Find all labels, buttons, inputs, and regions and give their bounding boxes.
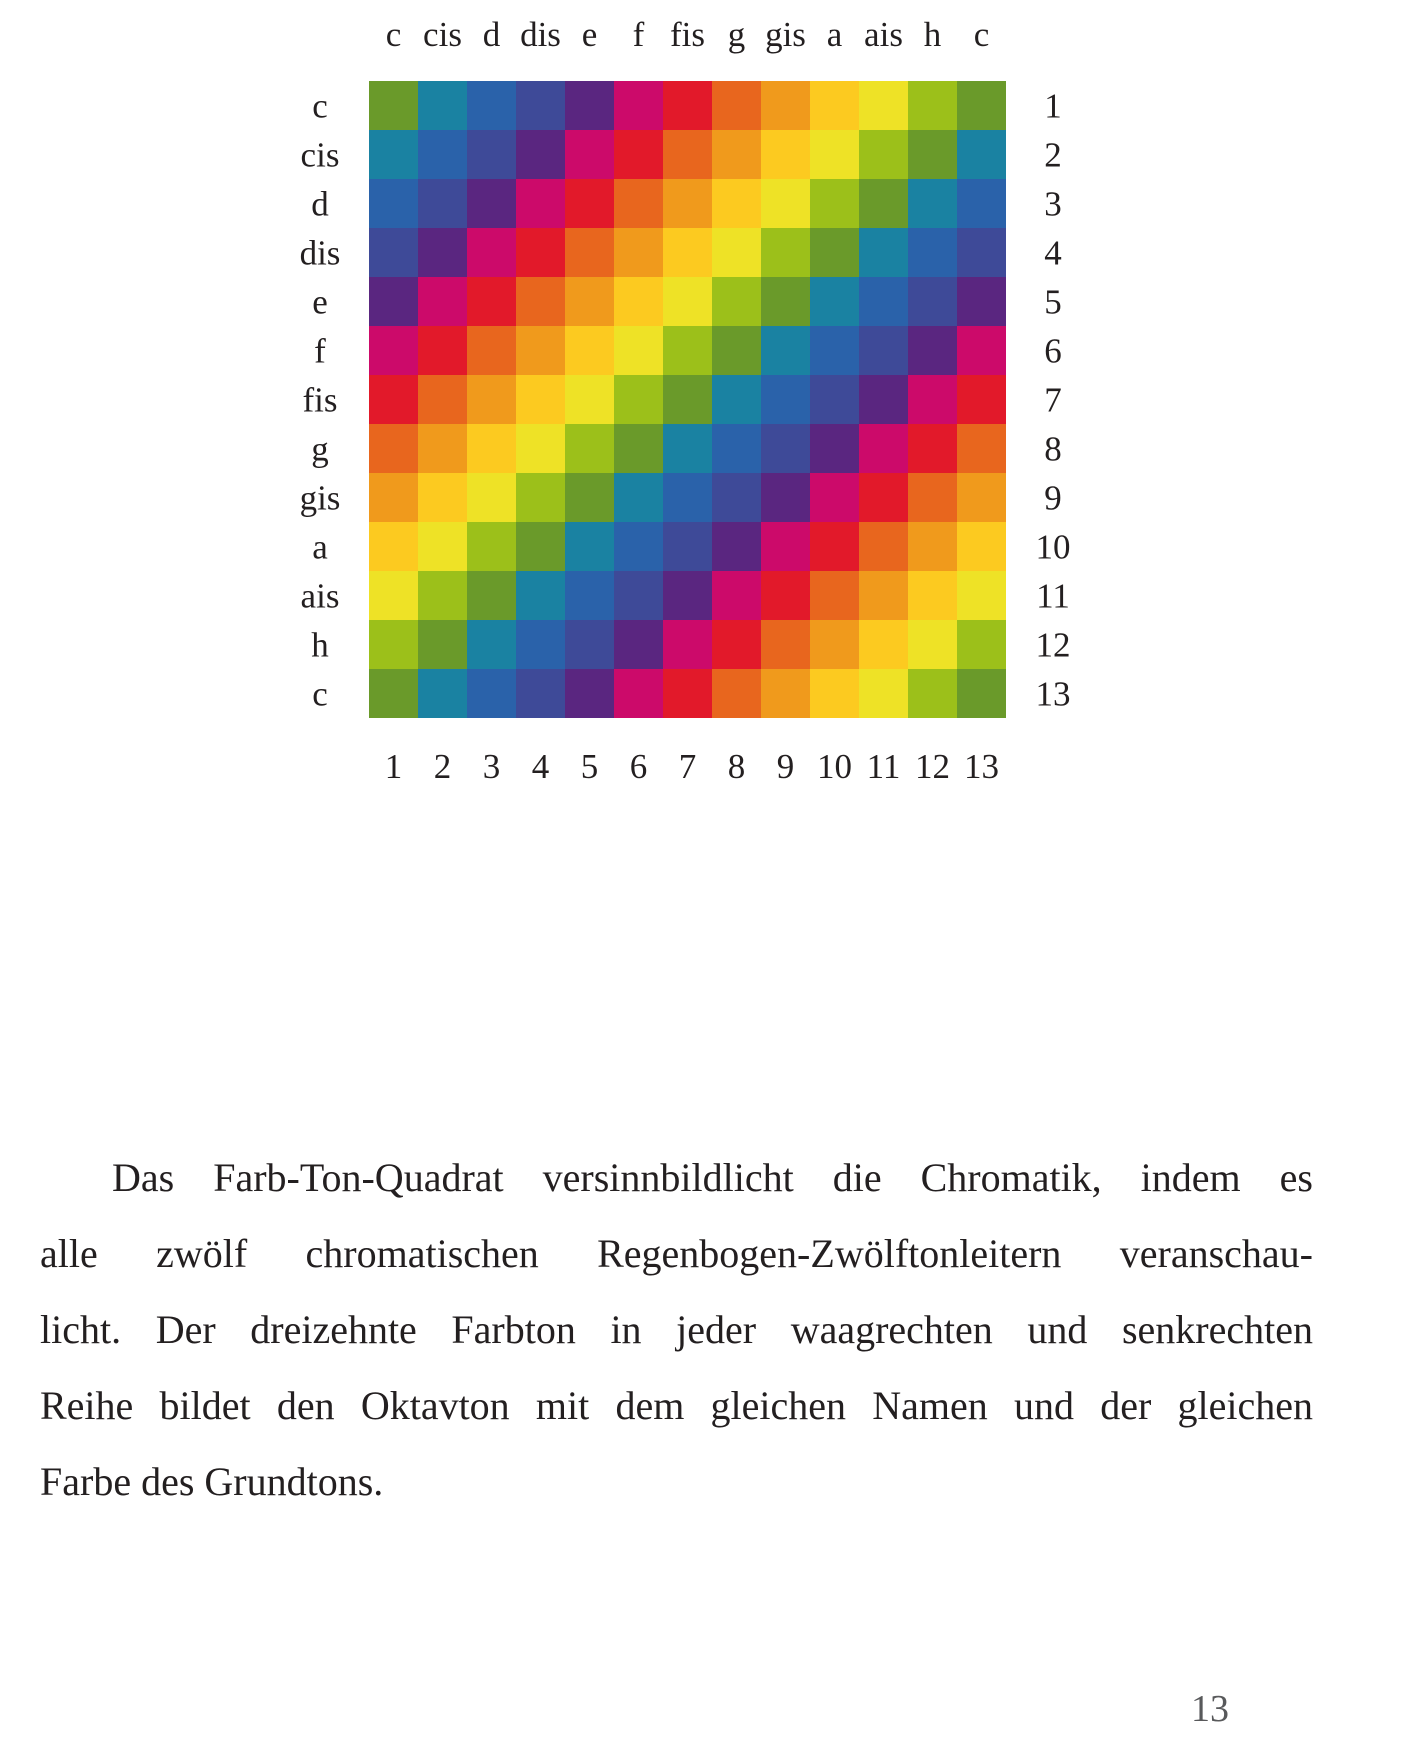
color-cell	[369, 571, 418, 620]
color-cell	[418, 424, 467, 473]
color-cell	[908, 473, 957, 522]
color-cell	[467, 620, 516, 669]
left-note-label: fis	[302, 380, 338, 419]
color-cell	[565, 375, 614, 424]
right-number-label: 7	[1044, 380, 1062, 419]
color-cell	[908, 522, 957, 571]
paragraph-line: alle zwölf chromatischen Regenbogen-Zwölftonleitern veranschau-	[40, 1231, 1313, 1276]
color-cell	[663, 130, 712, 179]
left-note-label: d	[311, 184, 329, 223]
right-number-label: 9	[1044, 478, 1062, 517]
color-cell	[565, 571, 614, 620]
color-cell	[957, 424, 1006, 473]
color-cell	[565, 473, 614, 522]
color-cell	[908, 277, 957, 326]
bottom-number-label: 13	[964, 747, 999, 786]
color-cell	[516, 571, 565, 620]
color-cell	[712, 424, 761, 473]
color-cell	[810, 424, 859, 473]
color-cell	[467, 228, 516, 277]
top-note-label: d	[482, 15, 501, 54]
color-cell	[859, 571, 908, 620]
color-cell	[614, 669, 663, 718]
color-cell	[859, 277, 908, 326]
color-cell	[418, 571, 467, 620]
color-cell	[957, 669, 1006, 718]
bottom-number-label: 5	[580, 747, 599, 786]
color-cell	[761, 179, 810, 228]
color-cell	[810, 228, 859, 277]
bottom-number-label: 8	[727, 747, 746, 786]
bottom-number-label: 1	[384, 747, 403, 786]
right-number-label: 12	[1035, 625, 1071, 664]
color-cell	[957, 522, 1006, 571]
color-cell	[516, 277, 565, 326]
paragraph-line: Reihe bildet den Oktavton mit dem gleichen Namen und der gleichen	[40, 1383, 1313, 1428]
top-note-label: a	[826, 15, 843, 54]
color-cell	[418, 620, 467, 669]
color-cell	[369, 473, 418, 522]
color-cell	[761, 571, 810, 620]
left-note-label: a	[312, 527, 328, 566]
color-cell	[663, 571, 712, 620]
color-cell	[810, 375, 859, 424]
color-cell	[467, 375, 516, 424]
left-note-label: dis	[299, 233, 341, 272]
color-cell	[957, 179, 1006, 228]
color-cell	[467, 669, 516, 718]
right-number-label: 8	[1044, 429, 1062, 468]
color-cell	[418, 81, 467, 130]
color-cell	[761, 375, 810, 424]
color-cell	[516, 179, 565, 228]
color-cell	[663, 277, 712, 326]
color-cell	[369, 620, 418, 669]
color-cell	[418, 130, 467, 179]
color-cell	[908, 375, 957, 424]
color-cell	[614, 375, 663, 424]
color-cell	[908, 326, 957, 375]
bottom-number-label: 2	[433, 747, 452, 786]
color-cell	[516, 375, 565, 424]
color-cell	[957, 620, 1006, 669]
color-cell	[418, 326, 467, 375]
color-cell	[761, 424, 810, 473]
color-cell	[712, 326, 761, 375]
color-cell	[908, 571, 957, 620]
color-cell	[467, 326, 516, 375]
left-note-label: c	[312, 674, 328, 713]
color-cell	[663, 522, 712, 571]
color-cell	[712, 179, 761, 228]
color-cell	[614, 179, 663, 228]
color-cell	[418, 179, 467, 228]
color-cell	[369, 179, 418, 228]
top-note-label: g	[727, 15, 746, 54]
color-cell	[663, 669, 712, 718]
color-cell	[712, 81, 761, 130]
color-cell	[614, 326, 663, 375]
color-cell	[614, 473, 663, 522]
color-cell	[663, 326, 712, 375]
right-number-label: 13	[1035, 674, 1071, 713]
color-cell	[369, 130, 418, 179]
top-note-label: c	[973, 15, 990, 54]
color-cell	[761, 669, 810, 718]
color-cell	[712, 277, 761, 326]
bottom-number-label: 6	[629, 747, 648, 786]
color-cell	[957, 277, 1006, 326]
color-cell	[712, 571, 761, 620]
right-number-label: 3	[1044, 184, 1062, 223]
color-cell	[565, 179, 614, 228]
color-cell	[565, 424, 614, 473]
color-cell	[957, 375, 1006, 424]
color-cell	[516, 130, 565, 179]
paragraph-line: Farbe des Grundtons.	[40, 1459, 384, 1504]
color-cell	[467, 179, 516, 228]
color-cell	[614, 620, 663, 669]
color-cell	[516, 424, 565, 473]
color-cell	[516, 228, 565, 277]
color-cell	[516, 669, 565, 718]
color-cell	[565, 669, 614, 718]
color-cell	[810, 522, 859, 571]
bottom-number-label: 3	[482, 747, 501, 786]
right-number-label: 2	[1044, 135, 1062, 174]
color-cell	[761, 277, 810, 326]
color-cell	[810, 130, 859, 179]
page-number: 13	[1191, 1688, 1229, 1730]
bottom-number-label: 10	[817, 747, 852, 786]
color-cell	[859, 81, 908, 130]
color-cell	[565, 522, 614, 571]
color-cell	[467, 81, 516, 130]
color-cell	[810, 669, 859, 718]
color-cell	[663, 424, 712, 473]
right-number-label: 11	[1036, 576, 1070, 615]
color-cell	[957, 130, 1006, 179]
color-cell	[614, 277, 663, 326]
color-cell	[614, 130, 663, 179]
color-cell	[614, 522, 663, 571]
color-cell	[614, 424, 663, 473]
paragraph-line: Das Farb-Ton-Quadrat versinnbildlicht die Chromatik, indem es	[112, 1155, 1313, 1200]
color-cell	[908, 179, 957, 228]
top-note-label: ais	[864, 15, 903, 54]
color-cell	[369, 81, 418, 130]
paragraph-line: licht. Der dreizehnte Farbton in jeder waagrechten und senkrechten	[40, 1307, 1313, 1352]
color-cell	[908, 669, 957, 718]
color-cell	[369, 375, 418, 424]
color-cell	[859, 522, 908, 571]
color-cell	[957, 571, 1006, 620]
color-cell	[663, 179, 712, 228]
color-cell	[761, 326, 810, 375]
color-cell	[369, 277, 418, 326]
color-cell	[810, 277, 859, 326]
color-cell	[663, 81, 712, 130]
color-cell	[810, 571, 859, 620]
left-note-label: ais	[300, 576, 340, 615]
color-cell	[810, 179, 859, 228]
color-cell	[467, 571, 516, 620]
color-cell	[859, 228, 908, 277]
color-cell	[810, 620, 859, 669]
color-cell	[369, 228, 418, 277]
color-cell	[516, 522, 565, 571]
color-cell	[516, 81, 565, 130]
color-cell	[369, 669, 418, 718]
color-cell	[418, 228, 467, 277]
color-cell	[908, 130, 957, 179]
color-cell	[369, 326, 418, 375]
color-cell	[663, 228, 712, 277]
color-cell	[859, 375, 908, 424]
right-number-label: 10	[1035, 527, 1071, 566]
left-note-label: g	[311, 429, 329, 468]
color-cell	[859, 179, 908, 228]
color-cell	[810, 81, 859, 130]
color-cell	[467, 277, 516, 326]
top-note-label: gis	[765, 15, 806, 54]
color-cell	[761, 473, 810, 522]
color-cell	[761, 130, 810, 179]
color-cell	[663, 473, 712, 522]
right-number-label: 4	[1044, 233, 1062, 272]
top-note-label: e	[581, 15, 598, 54]
color-cell	[712, 130, 761, 179]
color-cell	[957, 326, 1006, 375]
color-cell	[418, 375, 467, 424]
top-note-label: c	[385, 15, 402, 54]
color-cell	[810, 473, 859, 522]
bottom-number-label: 11	[866, 747, 901, 786]
top-note-label: cis	[423, 15, 462, 54]
color-cell	[859, 326, 908, 375]
bottom-number-label: 12	[915, 747, 950, 786]
color-cell	[565, 228, 614, 277]
color-cell	[761, 522, 810, 571]
color-cell	[859, 620, 908, 669]
color-tone-grid	[369, 81, 1005, 717]
color-cell	[859, 473, 908, 522]
left-note-label: c	[312, 86, 328, 125]
color-cell	[859, 130, 908, 179]
color-cell	[761, 228, 810, 277]
color-cell	[908, 424, 957, 473]
left-note-label: h	[311, 625, 329, 664]
color-cell	[565, 326, 614, 375]
color-cell	[712, 620, 761, 669]
body-paragraph	[40, 1140, 1313, 1520]
right-number-label: 6	[1044, 331, 1062, 370]
color-cell	[957, 473, 1006, 522]
color-cell	[859, 424, 908, 473]
color-cell	[369, 522, 418, 571]
color-cell	[565, 81, 614, 130]
color-cell	[467, 130, 516, 179]
color-cell	[516, 620, 565, 669]
left-note-label: f	[314, 331, 326, 370]
color-cell	[663, 620, 712, 669]
top-note-label: fis	[670, 15, 705, 54]
color-cell	[418, 277, 467, 326]
left-note-label: cis	[300, 135, 340, 174]
color-cell	[712, 375, 761, 424]
color-cell	[516, 326, 565, 375]
color-cell	[712, 669, 761, 718]
right-number-label: 5	[1044, 282, 1062, 321]
color-cell	[565, 130, 614, 179]
bottom-number-label: 7	[678, 747, 697, 786]
color-cell	[908, 81, 957, 130]
left-note-label: gis	[299, 478, 341, 517]
color-cell	[369, 424, 418, 473]
top-note-label: f	[632, 15, 645, 54]
bottom-number-label: 4	[531, 747, 550, 786]
color-cell	[614, 571, 663, 620]
color-cell	[418, 473, 467, 522]
color-cell	[467, 522, 516, 571]
color-cell	[908, 228, 957, 277]
color-cell	[908, 620, 957, 669]
color-cell	[467, 473, 516, 522]
bottom-number-label: 9	[776, 747, 795, 786]
left-note-label: e	[312, 282, 328, 321]
color-cell	[663, 375, 712, 424]
color-cell	[810, 326, 859, 375]
top-note-label: h	[923, 15, 942, 54]
color-cell	[859, 669, 908, 718]
color-cell	[418, 669, 467, 718]
color-cell	[614, 81, 663, 130]
right-number-label: 1	[1044, 86, 1062, 125]
color-cell	[565, 277, 614, 326]
color-cell	[614, 228, 663, 277]
color-cell	[712, 473, 761, 522]
color-cell	[712, 522, 761, 571]
color-cell	[957, 228, 1006, 277]
color-cell	[712, 228, 761, 277]
top-note-label: dis	[520, 15, 561, 54]
color-cell	[761, 81, 810, 130]
color-cell	[761, 620, 810, 669]
color-cell	[467, 424, 516, 473]
color-cell	[516, 473, 565, 522]
color-cell	[418, 522, 467, 571]
color-cell	[957, 81, 1006, 130]
color-cell	[565, 620, 614, 669]
